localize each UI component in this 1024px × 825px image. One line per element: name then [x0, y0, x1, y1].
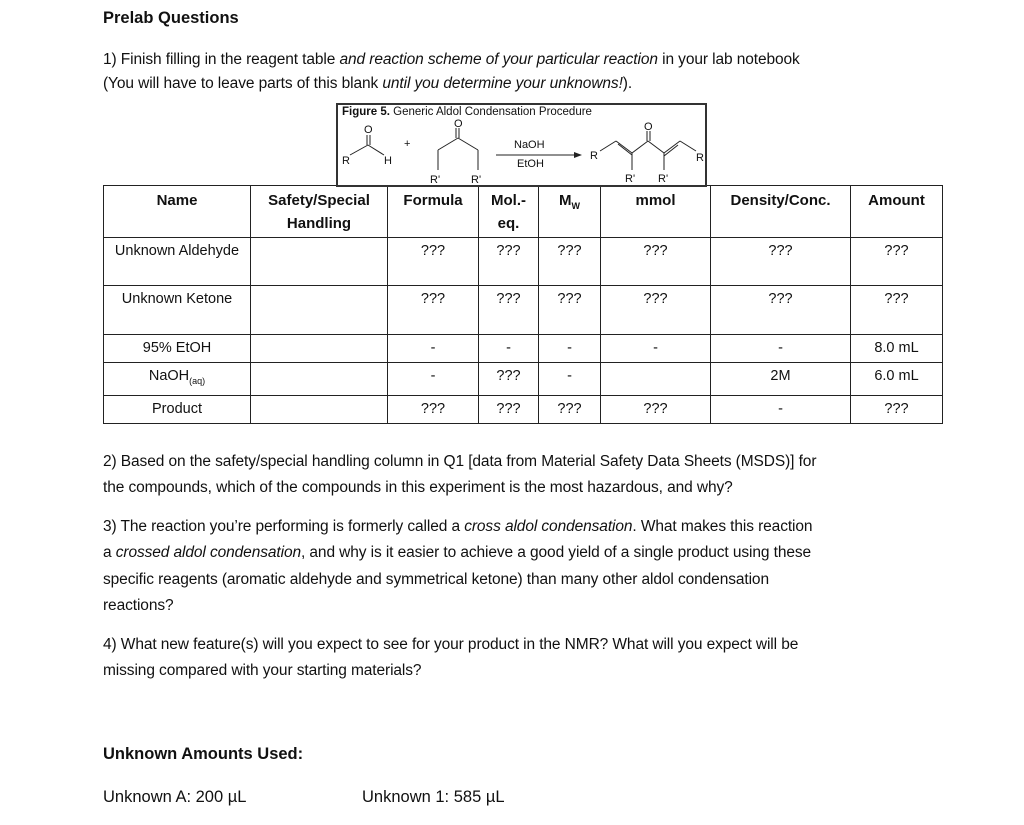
aldol-scheme-drawing — [338, 105, 705, 185]
cell-name: Unknown Aldehyde — [104, 238, 251, 286]
header-safety: Safety/Special Handling — [251, 186, 388, 238]
q3-italic-text: cross aldol condensation — [464, 518, 633, 535]
question-3-line-3: specific reagents (aromatic aldehyde and symmetrical ketone) than many other aldol condensation — [103, 571, 769, 588]
svg-text:+: + — [404, 138, 411, 150]
question-3-line-4: reactions? — [103, 597, 174, 614]
cell-formula: ??? — [388, 286, 479, 335]
svg-text:O: O — [364, 124, 373, 136]
table-header-row — [104, 186, 943, 238]
cell-mmol: ??? — [601, 395, 711, 423]
cell-mol-eq: ??? — [479, 238, 539, 286]
cell-safety — [251, 363, 388, 396]
cell-safety — [251, 335, 388, 363]
cell-mw: ??? — [539, 395, 601, 423]
cell-name-text: NaOH — [148, 368, 190, 384]
reagent-table — [103, 185, 943, 424]
cell-name-subscript: (aq) — [189, 375, 206, 386]
header-mw: $M_W$ — [539, 186, 601, 238]
q1-text: (You will have to leave parts of this blank — [103, 75, 383, 92]
figure-reaction-scheme — [336, 103, 707, 187]
svg-text:R': R' — [625, 173, 636, 185]
cell-safety — [251, 238, 388, 286]
unknown-a-amount: Unknown A: 200 µL — [103, 788, 247, 806]
unknown-amounts-heading: Unknown Amounts Used: — [103, 745, 304, 763]
cell-density: - — [711, 335, 851, 363]
q3-italic-text: crossed aldol condensation — [115, 544, 301, 561]
figure-title: Generic Aldol Condensation Procedure — [389, 106, 592, 118]
cell-amount: ??? — [851, 286, 943, 335]
cell-mmol: - — [601, 335, 711, 363]
section-heading: Prelab Questions — [103, 9, 239, 27]
cell-mw: ??? — [539, 238, 601, 286]
svg-text:R: R — [590, 150, 598, 162]
cell-safety — [251, 395, 388, 423]
cell-amount: ??? — [851, 238, 943, 286]
cell-mw: ??? — [539, 286, 601, 335]
unknown-1-amount: Unknown 1: 585 µL — [362, 788, 505, 806]
q1-text: 1) Finish filling in the reagent table — [103, 51, 340, 68]
header-name: Name — [104, 186, 251, 238]
cell-amount: ??? — [851, 395, 943, 423]
svg-text:EtOH: EtOH — [517, 158, 544, 170]
cell-density: ??? — [711, 286, 851, 335]
svg-text:H: H — [384, 155, 392, 167]
table-row — [104, 286, 943, 335]
question-4-line-1: 4) What new feature(s) will you expect to see for your product in the NMR? What will you expect will be — [103, 636, 799, 653]
cell-mw: - — [539, 363, 601, 396]
header-formula: Formula — [388, 186, 479, 238]
q1-italic-text: and reaction scheme of your particular reaction — [339, 51, 658, 68]
q3-text: . What makes this reaction — [632, 518, 813, 535]
cell-density: - — [711, 395, 851, 423]
cell-mw: - — [539, 335, 601, 363]
question-1-line-2 — [103, 75, 632, 93]
table-row — [104, 363, 943, 396]
cell-name: Unknown Ketone — [104, 286, 251, 335]
cell-name: 95% EtOH — [104, 335, 251, 363]
cell-formula: ??? — [388, 238, 479, 286]
cell-mol-eq: ??? — [479, 363, 539, 396]
cell-name: Product — [104, 395, 251, 423]
q1-italic-text: until you determine your unknowns! — [382, 75, 623, 92]
figure-number: Figure 5. — [342, 106, 390, 118]
question-1-line-1 — [103, 51, 800, 69]
question-3-line-1 — [103, 518, 812, 536]
cell-safety — [251, 286, 388, 335]
cell-mmol: ??? — [601, 286, 711, 335]
table-row — [104, 395, 943, 423]
svg-text:O: O — [454, 118, 463, 130]
question-4-line-2: missing compared with your starting materials? — [103, 662, 422, 679]
question-2-line-1: 2) Based on the safety/special handling column in Q1 [data from Material Safety Data Sheets (MSDS)] for — [103, 453, 817, 470]
svg-text:R: R — [696, 152, 704, 164]
svg-text:R: R — [342, 155, 350, 167]
svg-text:NaOH: NaOH — [514, 139, 545, 151]
svg-text:R': R' — [471, 174, 482, 185]
q1-text: ). — [622, 75, 633, 92]
cell-formula: - — [388, 335, 479, 363]
cell-amount: 6.0 mL — [851, 363, 943, 396]
cell-density: ??? — [711, 238, 851, 286]
table-row — [104, 238, 943, 286]
cell-mol-eq: ??? — [479, 395, 539, 423]
svg-text:R': R' — [658, 173, 669, 185]
svg-text:O: O — [644, 121, 653, 133]
question-3-line-2 — [103, 544, 811, 562]
header-mmol: mmol — [601, 186, 711, 238]
header-mol-eq: Mol.-eq. — [479, 186, 539, 238]
cell-formula: - — [388, 363, 479, 396]
cell-name — [104, 363, 251, 396]
cell-formula: ??? — [388, 395, 479, 423]
cell-mmol — [601, 363, 711, 396]
cell-mmol: ??? — [601, 238, 711, 286]
header-amount: Amount — [851, 186, 943, 238]
svg-text:R': R' — [430, 174, 441, 185]
q3-text: a — [103, 544, 116, 561]
q3-text: 3) The reaction you’re performing is formerly called a — [103, 518, 465, 535]
cell-mol-eq: - — [479, 335, 539, 363]
q1-text: in your lab notebook — [657, 51, 800, 68]
cell-mol-eq: ??? — [479, 286, 539, 335]
question-2-line-2: the compounds, which of the compounds in this experiment is the most hazardous, and why? — [103, 479, 733, 496]
cell-amount: 8.0 mL — [851, 335, 943, 363]
header-density: Density/Conc. — [711, 186, 851, 238]
cell-density: 2M — [711, 363, 851, 396]
table-row — [104, 335, 943, 363]
q3-text: , and why is it easier to achieve a good yield of a single product using these — [300, 544, 812, 561]
